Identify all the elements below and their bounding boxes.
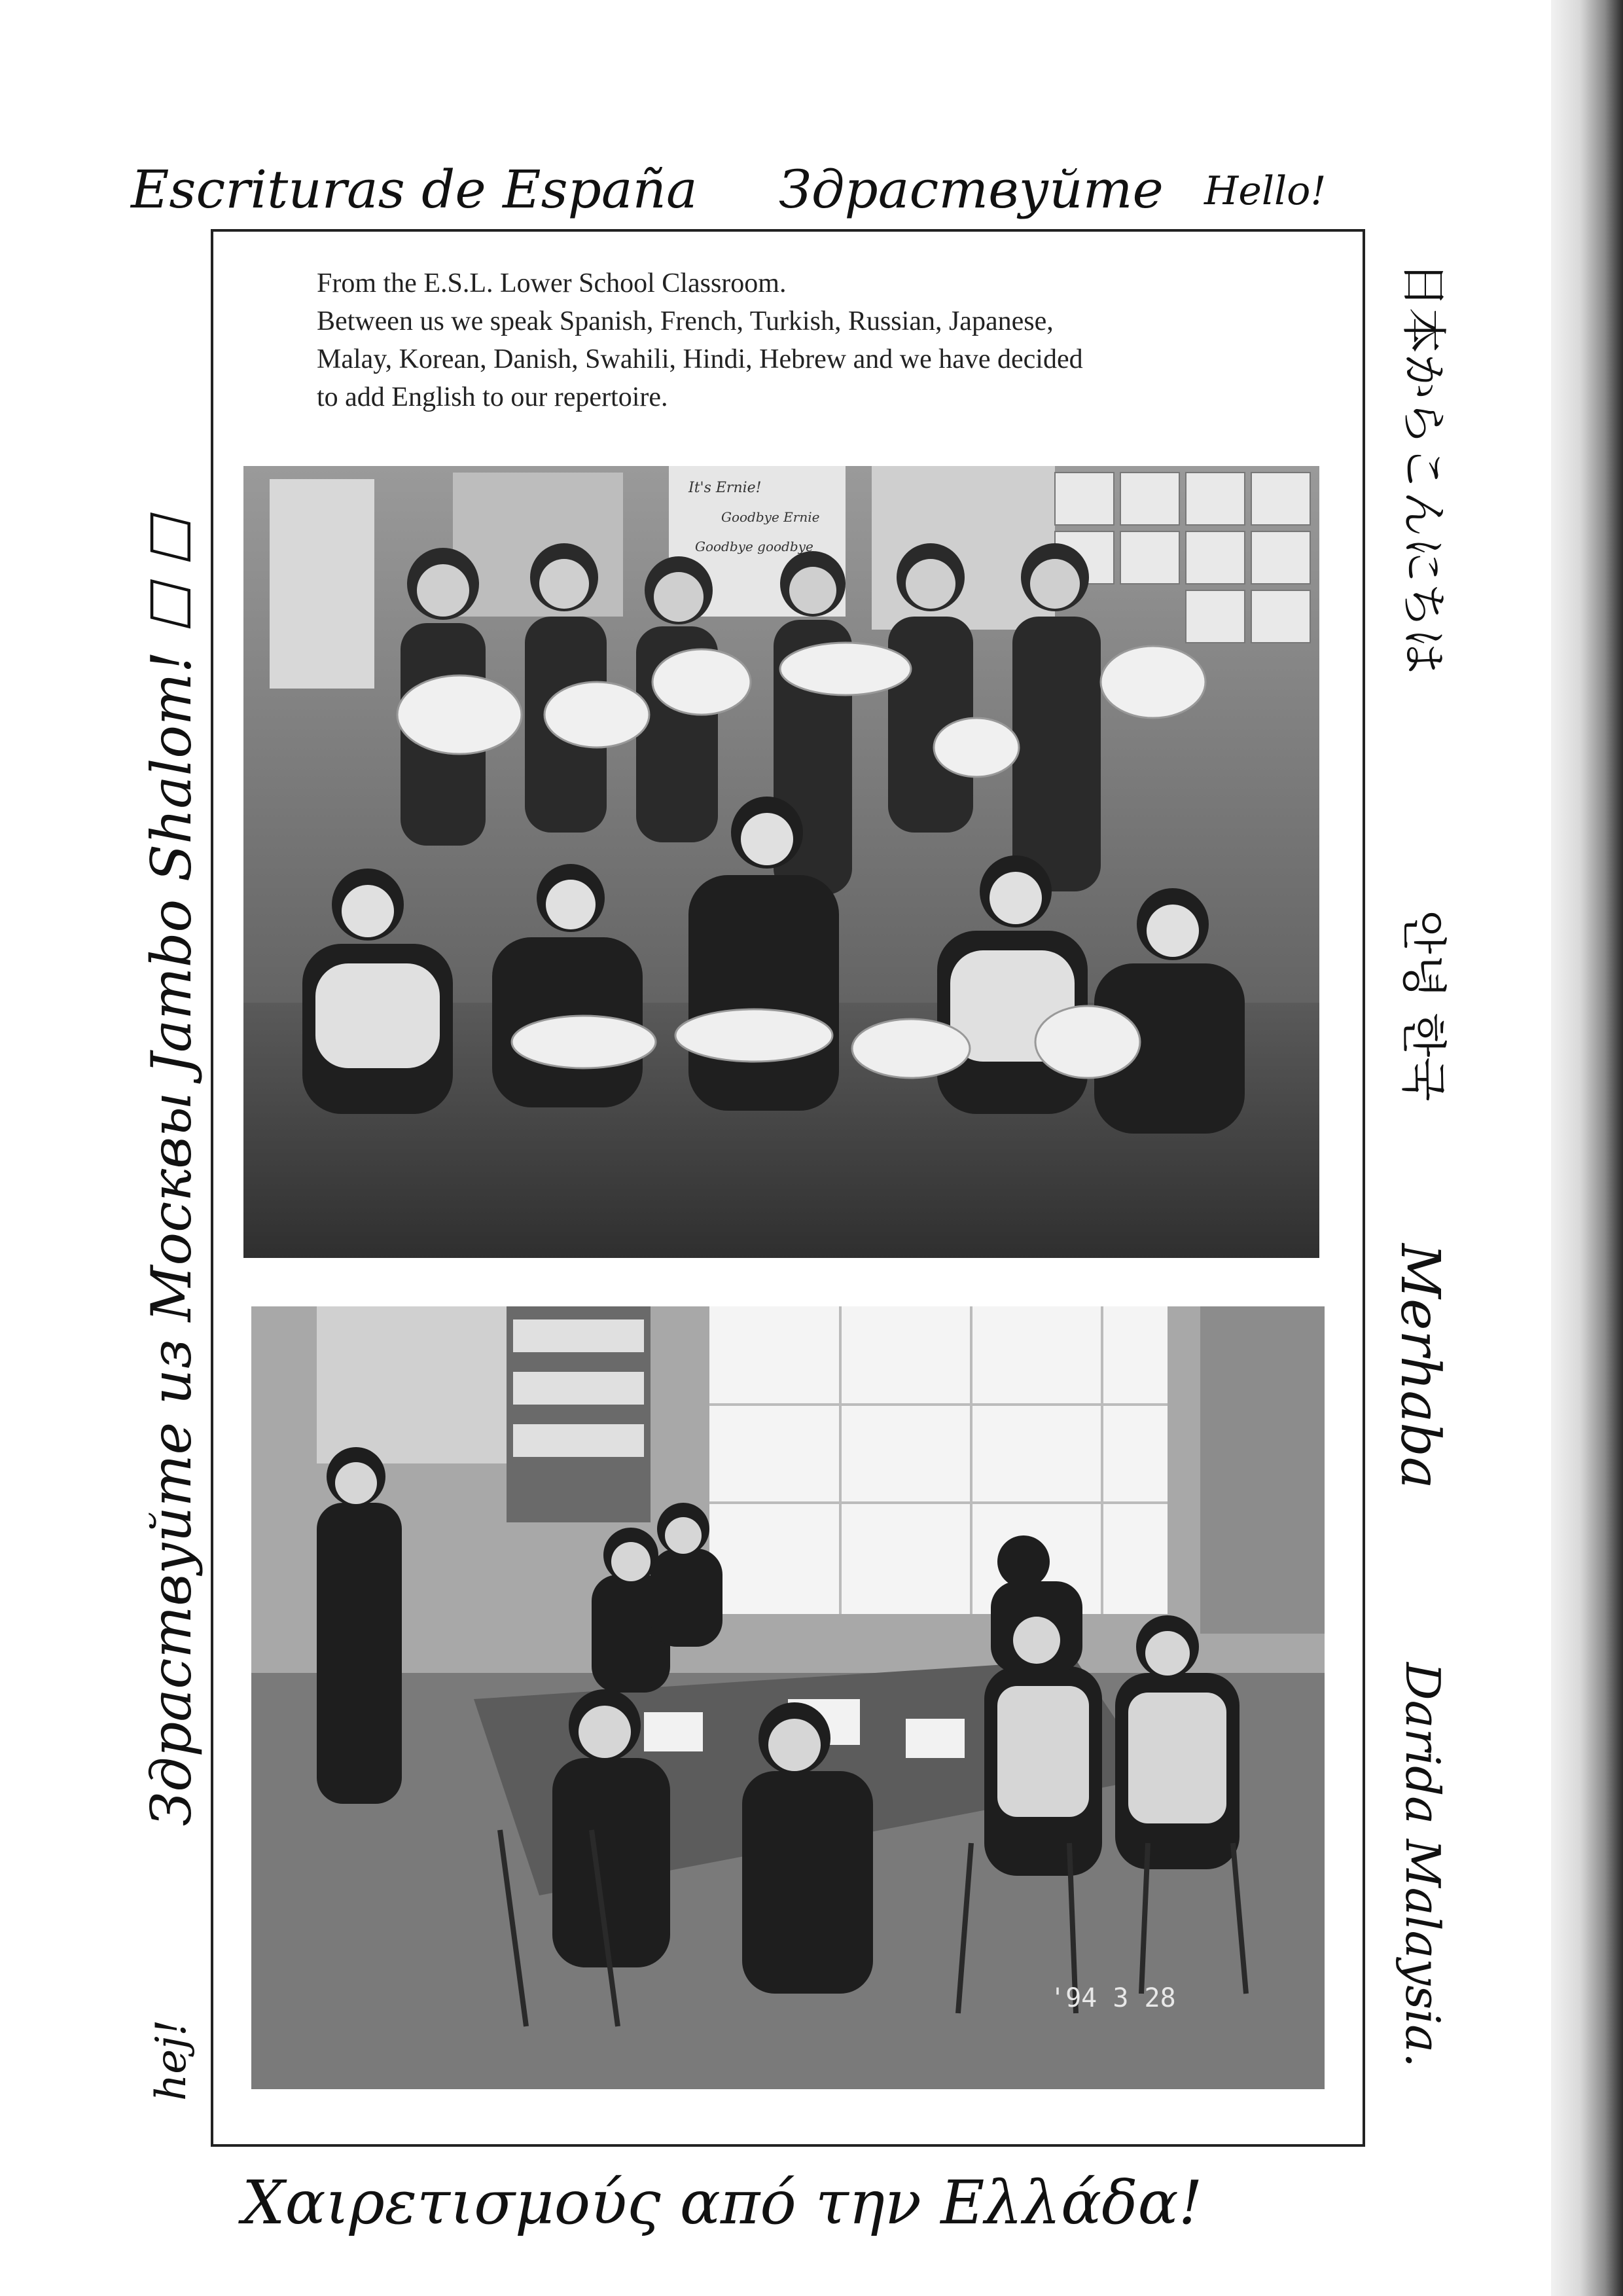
intro-line-2: Between us we speak Spanish, French, Turkish, Russian, Japanese, (317, 306, 1054, 336)
class-group-photo-image (243, 466, 1319, 1258)
intro-line-1: From the E.S.L. Lower School Classroom. (317, 268, 787, 298)
handwriting-left-vertical: Здраствуйте из Москвы Jambo Shalom! ☐ ☐ (139, 517, 204, 1826)
board-text-3: Goodbye goodbye (695, 539, 813, 554)
handwriting-korean: 안녕 한국 (1397, 910, 1450, 1102)
classroom-table-photo-image (251, 1306, 1325, 2089)
handwriting-malaysia: Darida Malaysia. (1395, 1662, 1450, 2068)
intro-text (317, 264, 1298, 416)
handwriting-hello: Hello! (1204, 168, 1327, 214)
board-text-1: It's Ernie! (688, 480, 762, 496)
handwriting-japanese: 日本からこんにちは (1397, 262, 1450, 674)
date-stamp: '94 3 28 (1050, 1983, 1176, 2013)
handwriting-merhaba: Merhaba (1389, 1244, 1451, 1489)
handwriting-hej: hej! (147, 2019, 196, 2101)
intro-line-3: Malay, Korean, Danish, Swahili, Hindi, Hebrew and we have decided (317, 344, 1083, 374)
board-text-2: Goodbye Ernie (721, 509, 820, 525)
page-edge-shadow (1551, 0, 1623, 2296)
class-group-photo (243, 466, 1319, 1258)
classroom-table-photo (251, 1306, 1325, 2089)
handwriting-greek: Χαιρετισμούς από την Ελλάδα! (242, 2168, 1203, 2238)
handwriting-russian-top: Здраствуйте (779, 159, 1164, 220)
handwriting-spanish: Escrituras de España (131, 159, 698, 220)
intro-line-4: to add English to our repertoire. (317, 382, 668, 412)
